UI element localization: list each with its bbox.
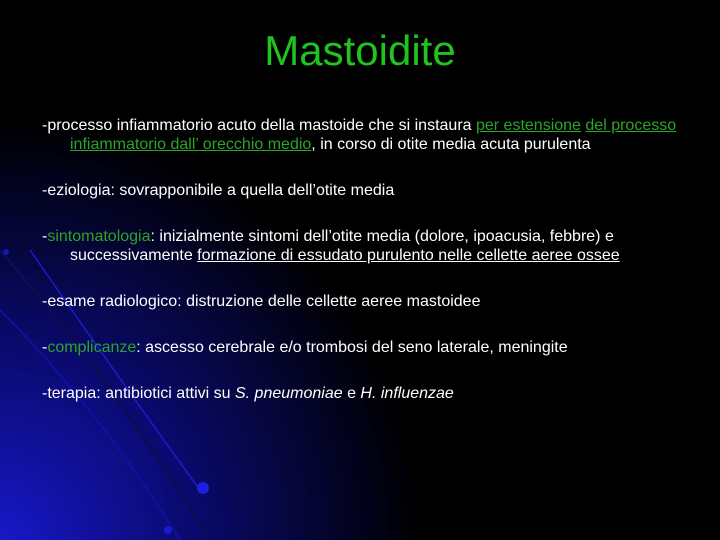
decorative-dot xyxy=(164,526,172,534)
highlight-underlined: del processo infiammatorio dall’ orecchio medio xyxy=(70,117,677,153)
paragraph-terapia xyxy=(42,384,682,403)
decorative-dot xyxy=(3,249,9,255)
text-run: , in corso di otite media acuta purulenta xyxy=(311,136,591,153)
underlined-text: formazione di essudato purulento nelle cellette aeree ossee xyxy=(197,247,620,264)
paragraph-esame: -esame radiologico: distruzione delle cellette aeree mastoidee xyxy=(42,293,481,310)
highlight-underlined: per estensione xyxy=(475,117,581,134)
slide-title: Mastoidite xyxy=(264,27,456,74)
text-run: -processo infiammatorio acuto della mastoide che si instaura xyxy=(42,117,476,134)
text-run: -terapia: antibiotici attivi su xyxy=(42,385,235,402)
text-run: e xyxy=(342,385,361,402)
text-run: - xyxy=(42,339,48,356)
italic-species: H. influenzae xyxy=(360,385,454,402)
slide-body xyxy=(42,116,682,430)
paragraph-complicanze xyxy=(42,338,682,357)
highlight-term: complicanze xyxy=(47,339,137,356)
paragraph-sintomatologia xyxy=(42,227,682,265)
highlight-term: sintomatologia xyxy=(47,228,151,245)
text-run: : ascesso cerebrale e/o trombosi del seno laterale, meningite xyxy=(136,339,568,356)
paragraph-definition xyxy=(42,116,682,154)
italic-species: S. pneumoniae xyxy=(234,385,343,402)
decorative-dot xyxy=(197,482,209,494)
paragraph-eziologia: -eziologia: sovrapponibile a quella dell’otite media xyxy=(42,182,395,199)
text-run: - xyxy=(42,228,48,245)
text-run: : inizialmente sintomi dell’otite media (dolore, ipoacusia, febbre) e successivamente xyxy=(70,228,614,264)
